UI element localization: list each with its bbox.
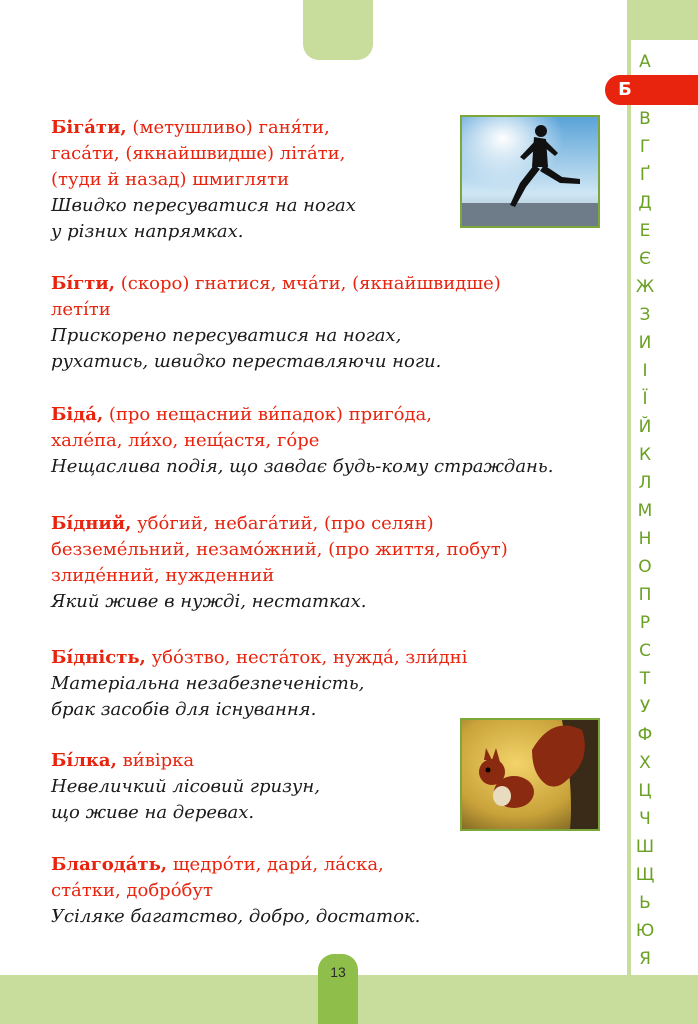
alphabet-letter[interactable]: Н <box>638 529 652 549</box>
alphabet-letter[interactable]: С <box>639 641 651 661</box>
entry-definition: Нещаслива подія, що завдає будь-кому страждань. <box>51 456 554 477</box>
alphabet-letter[interactable]: З <box>639 305 651 325</box>
entry-definition: брак засобів для існування. <box>51 699 317 720</box>
alphabet-letter[interactable]: А <box>639 52 651 72</box>
entry-synonyms: леті́ти <box>51 299 111 320</box>
entry-synonyms: щедро́ти, дари́, ла́ска, <box>172 854 384 875</box>
alphabet-letter[interactable]: Т <box>639 669 651 689</box>
entry-headword: Біда́, <box>51 404 104 425</box>
dictionary-entry <box>51 645 621 723</box>
entry-definition: рухатись, швидко переставляючи ноги. <box>51 351 442 372</box>
dictionary-entry <box>51 511 621 615</box>
entry-headword: Бі́гти, <box>51 273 116 294</box>
entry-synonyms: убо́гий, небага́тий, (про селян) <box>137 513 434 534</box>
dictionary-entry <box>51 271 621 375</box>
alphabet-letter[interactable]: Й <box>638 417 652 437</box>
alphabet-letter[interactable]: Ь <box>639 893 651 913</box>
alphabet-letter[interactable]: М <box>637 501 653 521</box>
alphabet-letter[interactable]: Ґ <box>639 165 651 185</box>
alphabet-letter[interactable]: П <box>638 585 652 605</box>
entry-definition: Який живе в нужді, нестатках. <box>51 591 367 612</box>
entry-headword: Бі́дний, <box>51 513 132 534</box>
alphabet-letter[interactable]: У <box>639 697 651 717</box>
entry-definition: Матеріальна незабезпеченість, <box>51 673 365 694</box>
dictionary-entry <box>51 852 621 930</box>
entry-synonyms: (метушливо) ганя́ти, <box>132 117 330 138</box>
alphabet-letter[interactable]: Ч <box>639 809 651 829</box>
alphabet-letter[interactable]: Ш <box>635 837 655 857</box>
entry-definition: Швидко пересуватися на ногах <box>51 195 356 216</box>
alphabet-letter[interactable]: І <box>642 361 648 381</box>
alphabet-letter[interactable]: Р <box>639 613 651 633</box>
entry-synonyms: ви́вірка <box>122 750 195 771</box>
alphabet-letter[interactable]: И <box>638 333 652 353</box>
alphabet-letter[interactable]: Ю <box>635 921 655 941</box>
runner-photo <box>460 115 600 228</box>
dictionary-entry <box>51 402 621 480</box>
entry-synonyms: (туди й назад) шмигляти <box>51 169 290 190</box>
active-letter[interactable]: Б <box>618 79 632 100</box>
alphabet-letter[interactable]: Ц <box>638 781 652 801</box>
alphabet-letter[interactable]: К <box>638 445 652 465</box>
entry-headword: Благода́ть, <box>51 854 168 875</box>
entry-synonyms: (про нещасний ви́падок) приго́да, <box>108 404 432 425</box>
alphabet-letter[interactable]: Л <box>638 473 652 493</box>
entry-headword: Бі́дність, <box>51 647 146 668</box>
alphabet-letter[interactable]: Я <box>639 949 651 969</box>
alphabet-letter[interactable]: Ї <box>642 389 648 409</box>
alphabet-letter[interactable]: Ф <box>637 725 653 745</box>
alphabet-letter[interactable]: О <box>638 557 652 577</box>
alphabet-letter[interactable]: Х <box>639 753 651 773</box>
entry-synonyms: хале́па, ли́хо, нещ́астя, го́ре <box>51 430 320 451</box>
entry-definition: Невеличкий лісовий гризун, <box>51 776 320 797</box>
entry-synonyms: безземе́льний, незамо́жний, (про життя, побут) <box>51 539 508 560</box>
alphabet-letter[interactable]: В <box>639 109 651 129</box>
alphabet-letter[interactable]: Е <box>639 221 651 241</box>
entry-definition: Усіляке багатство, добро, достаток. <box>51 906 421 927</box>
entry-headword: Бі́лка, <box>51 750 117 771</box>
alphabet-letter[interactable]: Ж <box>635 277 655 297</box>
entry-headword: Біга́ти, <box>51 117 127 138</box>
top-tab <box>303 0 373 60</box>
entry-definition: у різних напрямках. <box>51 221 244 242</box>
dictionary-entry <box>51 748 621 826</box>
entry-definition: Прискорено пересуватися на ногах, <box>51 325 402 346</box>
alphabet-letter[interactable]: Є <box>639 249 651 269</box>
alphabet-letter[interactable]: Д <box>638 193 652 213</box>
entry-synonyms: убо́зтво, неста́ток, нужда́, зли́дні <box>151 647 468 668</box>
alphabet-letter[interactable]: Щ <box>635 865 655 885</box>
entry-synonyms: злиде́нний, нужденний <box>51 565 275 586</box>
entry-synonyms: ста́тки, добро́бут <box>51 880 213 901</box>
entry-synonyms: (скоро) гнатися, мча́ти, (якнайшвидше) <box>120 273 501 294</box>
runner-icon <box>462 117 598 226</box>
entry-definition: що живе на деревах. <box>51 802 255 823</box>
entry-synonyms: гаса́ти, (якнайшвидше) літа́ти, <box>51 143 346 164</box>
page-number: 13 <box>330 964 346 980</box>
alphabet-letter[interactable]: Г <box>639 137 651 157</box>
